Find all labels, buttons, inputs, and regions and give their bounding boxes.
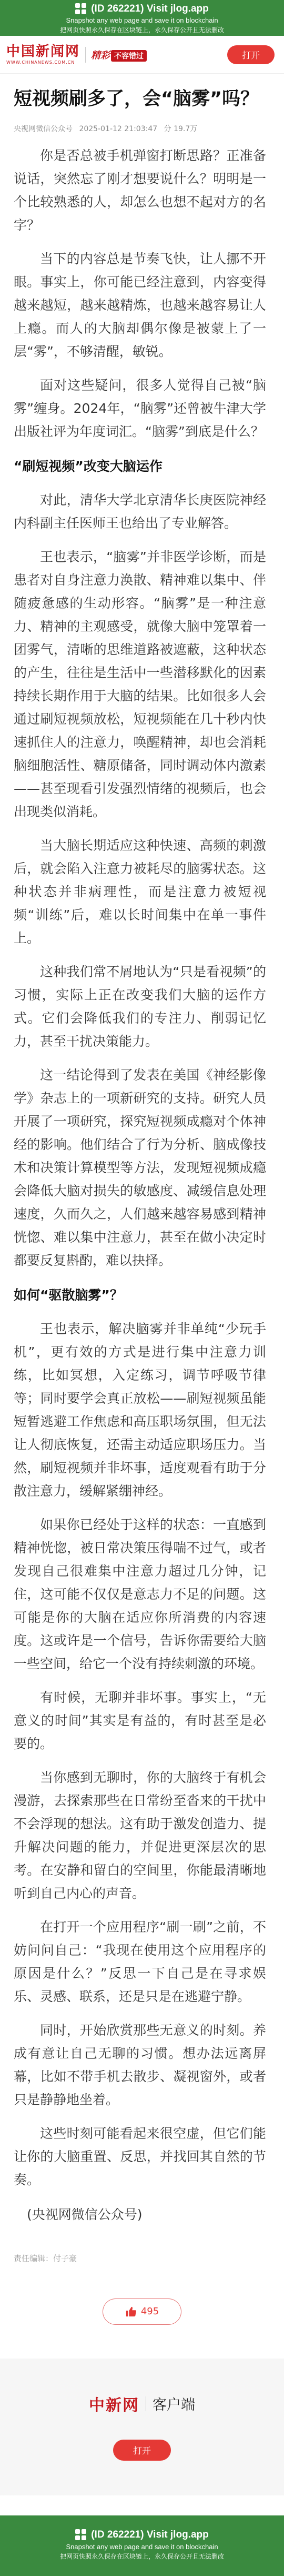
- article-body: [14, 144, 266, 2192]
- footer-brand-name: 中新网: [89, 2396, 139, 2415]
- footer-app-promo: [0, 2359, 284, 2495]
- jlog-banner-line2: Snapshot any web page and save it on blockchain: [66, 16, 218, 24]
- site-header: [0, 36, 284, 74]
- article-paragraph: 王也表示，解决脑雾并非单纯“少玩手机”，更有效的方式是进行集中注意力训练，比如冥想，入定练习，调节呼吸节律等；同时要学会真正放松——刷短视频虽能短暂逃避工作焦虑和高压职场氛围，但无法让人彻底恢复，还需主动适应职场压力。当然，刷短视频并非坏事，适度观看有助于分散注意力，缓解紧绷神经。: [14, 1321, 266, 1499]
- brand[interactable]: [6, 45, 147, 65]
- brand-slogan: [91, 48, 147, 62]
- brand-slogan-text: 精彩: [91, 49, 110, 61]
- article-title: 短视频刷多了，会“脑雾”吗？: [14, 88, 259, 110]
- article-editor: 责任编辑：付子豪: [14, 2253, 77, 2263]
- article-paragraph: 对此，清华大学北京清华长庚医院神经内科副主任医师王也给出了专业解答。: [14, 492, 266, 531]
- jlog-logo-icon: [75, 3, 87, 15]
- jlog-banner-line3: 把网页快照永久保存在区块链上，永久保存公开且无法删改: [59, 26, 224, 34]
- article-paragraph: 如果你已经处于这样的状态：一直感到精神恍惚，被日常决策压得喘不过气，或者发现自己很难集中注意力超过几分钟，记住，这可能不仅仅是意志力不足的问题。这可能是你的大脑在适应你所消费的内容速度。这或许是一个信号，告诉你需要给大脑一些空间，给它一个没有持续刺激的环境。: [14, 1517, 266, 1671]
- footer-open-button[interactable]: 打开: [113, 2440, 171, 2461]
- jlog-banner-line1: (ID 262221) Visit jlog.app: [91, 3, 209, 14]
- section-heading: 如何“驱散脑雾”？: [14, 1287, 123, 1303]
- meta-date: 2025-01-12 21:03:47: [79, 124, 158, 133]
- open-app-button[interactable]: 打开: [227, 45, 275, 64]
- section-heading: “刷短视频”改变大脑运作: [14, 458, 163, 474]
- article-paragraph: 面对这些疑问，很多人觉得自己被“脑雾”缠身。2024年，“脑雾”还曾被牛津大学出版社评为年度词汇。“脑雾”到底是什么？: [14, 377, 266, 439]
- article-paragraph: 在打开一个应用程序“刷一刷”之前，不妨问问自己：“我现在使用这个应用程序的原因是什么？”反思一下自己是在寻求娱乐、灵感、联系，还是只是在逃避宁静。: [14, 1919, 266, 2004]
- article-paragraph: 你是否总被手机弹窗打断思路？正准备说话，突然忘了刚才想要说什么？明明是一个比较熟悉的人，却怎么也想不起对方的名字？: [14, 147, 266, 233]
- brand-name: 中国新闻网: [6, 43, 80, 60]
- thumbs-up-icon: [125, 2306, 137, 2317]
- footer-client-label: 客户端: [153, 2397, 195, 2413]
- article: [0, 87, 284, 2274]
- jlog-logo-icon: [75, 2529, 87, 2541]
- brand-slogan-badge: 不容错过: [111, 50, 147, 62]
- meta-views: 分 19.7万: [164, 124, 198, 133]
- brand-logo: [6, 45, 80, 65]
- footer-brand: [89, 2392, 195, 2415]
- meta-source: 央视网微信公众号: [14, 124, 73, 133]
- article-paragraph: 当大脑长期适应这种快速、高频的刺激后，就会陷入注意力被耗尽的脑雾状态。这种状态并非病理性，而是注意力被短视频“训练”后，难以长时间集中在单一事件上。: [14, 837, 266, 946]
- like-count: 495: [140, 2306, 159, 2317]
- jlog-top-banner[interactable]: [0, 0, 284, 36]
- article-source: (央视网微信公众号): [27, 2206, 143, 2222]
- article-paragraph: 这种我们常不屑地认为“只是看视频”的习惯，实际上正在改变我们大脑的运作方式。它们会降低我们的专注力、削弱记忆力，甚至干扰决策能力。: [14, 964, 266, 1049]
- article-paragraph: 当你感到无聊时，你的大脑终于有机会漫游，去探索那些在日常纷至沓来的干扰中不会浮现的想法。这有助于激发创造力、提升解决问题的能力，并促进更深层次的思考。在安静和留白的空间里，你能最清晰地听到自己内心的声音。: [14, 1769, 266, 1901]
- jlog-bottom-banner[interactable]: [0, 2515, 284, 2576]
- jlog-bottom-line1: (ID 262221) Visit jlog.app: [91, 2529, 209, 2540]
- brand-divider: [85, 47, 86, 63]
- article-meta: [14, 123, 266, 134]
- article-paragraph: 这些时刻可能看起来很空虚，但它们能让你的大脑重置、反思，并找回其自然的节奏。: [14, 2125, 266, 2187]
- jlog-banner-title-row: [0, 3, 284, 15]
- article-paragraph: 同时，开始欣赏那些无意义的时刻。养成有意让自己无聊的习惯。想办法远离屏幕，比如不带手机去散步、凝视窗外，或者只是静静地坐着。: [14, 2022, 266, 2107]
- article-paragraph: 有时候，无聊并非坏事。事实上，“无意义的时间”其实是有益的，有时甚至是必要的。: [14, 1689, 266, 1751]
- jlog-bottom-line2: Snapshot any web page and save it on blockchain: [66, 2542, 218, 2551]
- brand-url: WWW.CHINANEWS.COM.CN: [6, 60, 75, 65]
- article-paragraph: 当下的内容总是节奏飞快，让人挪不开眼。事实上，你可能已经注意到，内容变得越来越短，越来越精炼，也越来越容易让人上瘾。而人的大脑却偶尔像是被蒙上了一层“雾”，不够清醒，敏锐。: [14, 251, 266, 359]
- article-paragraph: 王也表示，“脑雾”并非医学诊断，而是患者对自身注意力涣散、精神难以集中、伴随疲惫感的生动形容。“脑雾”是一种注意力、精神的主观感受，就像大脑中笼罩着一团雾气，清晰的思维道路被遮蔽，这种状态的产生，往往是生活中一些潜移默化的因素持续长期作用于大脑的结果。比如很多人会通过刷短视频放松，短视频能在几十秒内快速抓住人的注意力，唤醒精神，却也会消耗脑细胞活性、糖原储备，同时调动体内激素——甚至现看引发强烈情绪的视频后，也会出现类似消耗。: [14, 549, 266, 819]
- like-button[interactable]: [103, 2298, 181, 2325]
- jlog-bottom-title-row: [0, 2529, 284, 2541]
- like-section: [0, 2298, 284, 2325]
- article-paragraph: 这一结论得到了发表在美国《神经影像学》杂志上的一项新研究的支持。研究人员开展了一项研究，探究短视频成瘾对个体神经的影响。他们结合了行为分析、脑成像技术和决策计算模型等方法，发现短视频成瘾会降低大脑对损失的敏感度、减缓信息处理速度，久而久之，人们越来越容易感到精神恍惚、难以集中注意力，甚至在做小决定时都要反复斟酌，难以抉择。: [14, 1067, 266, 1268]
- jlog-bottom-line3: 把网页快照永久保存在区块链上，永久保存公开且无法删改: [59, 2552, 224, 2560]
